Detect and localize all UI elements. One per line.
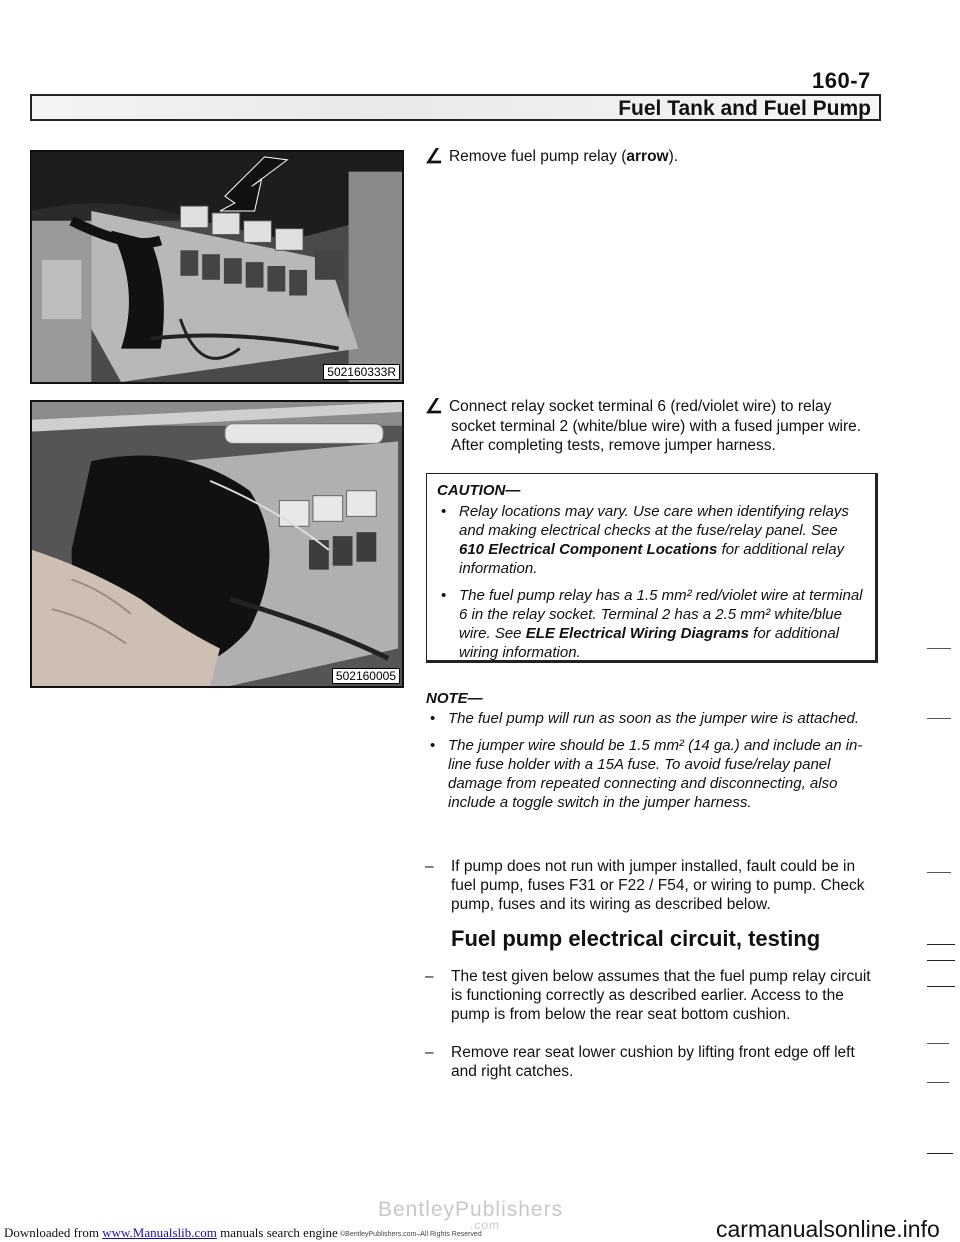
margin-mark (927, 986, 955, 987)
jumper-wire-photo-illustration (32, 402, 402, 686)
left-arrow-icon: ∠ (425, 396, 443, 418)
copyright-line: ©BentleyPublishers.com–All Rights Reserved (340, 1231, 482, 1238)
caution-item (437, 586, 865, 662)
note-title: NOTE— (426, 690, 483, 707)
section-title: Fuel Tank and Fuel Pump (618, 97, 871, 120)
publisher-name: BentleyPublishers (378, 1198, 564, 1221)
step-text: The test given below assumes that the fuel pump relay circuit is functioning correctly as described earlier. Access to the pump is from below the rear seat bottom cushion. (451, 968, 871, 1023)
step-text: Remove rear seat lower cushion by lifting front edge off left and right catches. (451, 1044, 855, 1080)
step-test-assumption (425, 967, 875, 1024)
scan-margin-marks (915, 0, 960, 1242)
cross-reference: 610 Electrical Component Locations (459, 541, 718, 558)
caution-text: Relay locations may vary. Use care when identifying relays and making electrical checks at the fuse/relay panel. See (459, 503, 849, 539)
footer-download-note (4, 1225, 338, 1241)
step-connect-jumper (425, 397, 875, 455)
margin-mark (927, 718, 951, 719)
step-remove-relay (425, 147, 875, 167)
section-header-bar (30, 94, 881, 121)
manualslib-link[interactable]: www.Manualslib.com (102, 1225, 217, 1240)
dash-marker: – (425, 858, 434, 875)
margin-mark (927, 1082, 949, 1083)
step1-end: ). (668, 148, 679, 165)
photo-reference-code: 502160333R (323, 364, 400, 380)
dash-marker: – (425, 1044, 434, 1061)
photo-reference-code: 502160005 (332, 668, 400, 684)
margin-mark (927, 944, 955, 945)
step-text: If pump does not run with jumper installed, fault could be in fuel pump, fuses F31 or F22 / F54, or wiring to pump. Check pump, fuses and its wiring as described below. (451, 858, 865, 913)
margin-mark (927, 648, 951, 649)
step2-line1: Connect relay socket terminal 6 (red/violet wire) to relay (448, 398, 832, 415)
step-remove-cushion (425, 1043, 875, 1081)
note-block (426, 690, 876, 820)
caution-text: for additional relay information. (459, 541, 845, 577)
note-item (426, 736, 876, 812)
note-text: The jumper wire should be 1.5 mm² (14 ga.) and include an in-line fuse holder with a 15A fuse. To avoid fuse/relay panel damage from repeated connecting and disconnecting, also include a toggle switch in the jumper harness. (448, 737, 863, 811)
caution-box (426, 473, 878, 663)
site-watermark: carmanualsonline.info (716, 1216, 940, 1242)
cross-reference: ELE Electrical Wiring Diagrams (525, 625, 749, 642)
dash-marker: – (425, 968, 434, 985)
caution-title: CAUTION— (437, 482, 521, 499)
bullet-icon: • (441, 503, 447, 520)
margin-mark (927, 1043, 949, 1044)
footer-text: manuals search engine (216, 1225, 338, 1240)
bullet-icon: • (430, 737, 436, 754)
publisher-logo (378, 1198, 564, 1232)
publisher-domain: .com (470, 1218, 501, 1232)
caution-text: for additional wiring information. (459, 625, 840, 661)
relay-panel-photo-illustration (32, 152, 402, 382)
left-arrow-icon: ∠ (425, 146, 443, 168)
caution-text: The fuel pump relay has a 1.5 mm² red/violet wire at terminal 6 in the relay socket. Terminal 2 has a 2.5 mm² white/blue wire. See (459, 587, 863, 642)
step-pump-fault (425, 857, 875, 914)
note-item (426, 709, 876, 728)
caution-item (437, 502, 865, 578)
step1-bold: arrow (626, 148, 669, 165)
jumper-wire-photo (30, 400, 404, 688)
margin-mark (927, 960, 955, 961)
note-text: The fuel pump will run as soon as the jumper wire is attached. (448, 710, 860, 727)
fuel-pump-relay-photo (30, 150, 404, 384)
step2-line3: After completing tests, remove jumper harness. (451, 437, 776, 454)
bullet-icon: • (441, 587, 447, 604)
page-number: 160-7 (812, 68, 871, 93)
bullet-icon: • (430, 710, 436, 727)
step1-text: Remove fuel pump relay ( (448, 148, 627, 165)
margin-mark (927, 872, 951, 873)
section-subheading: Fuel pump electrical circuit, testing (451, 926, 821, 951)
footer-text: Downloaded from (4, 1225, 103, 1240)
margin-mark (927, 1153, 953, 1154)
step2-line2: socket terminal 2 (white/blue wire) with a fused jumper wire. (451, 418, 862, 435)
